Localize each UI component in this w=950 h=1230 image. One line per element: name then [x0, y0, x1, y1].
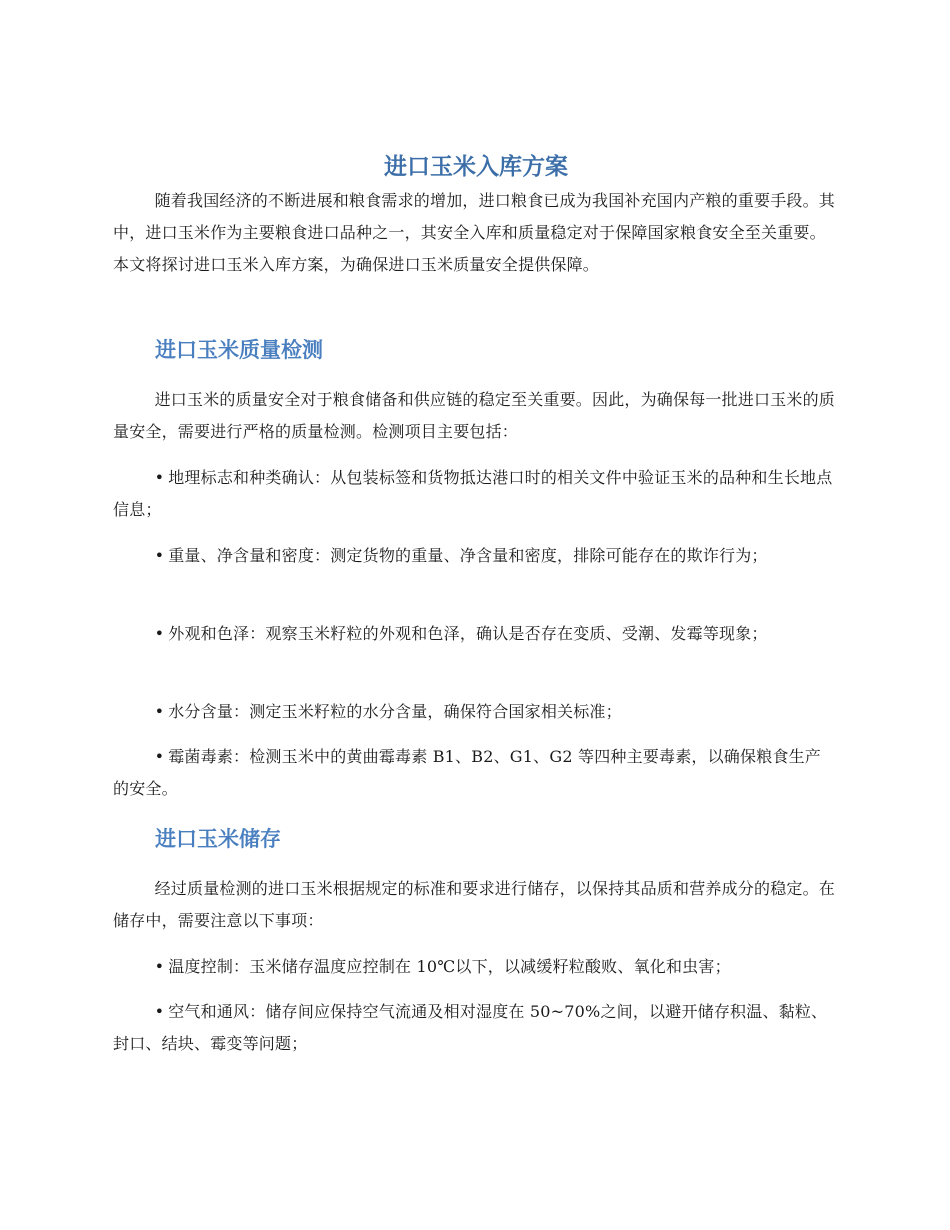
- list-item-text: 温度控制：玉米储存温度应控制在 10℃以下，以减缓籽粒酸败、氧化和虫害；: [168, 957, 731, 976]
- intro-paragraph: 随着我国经济的不断进展和粮食需求的增加，进口粮食已成为我国补充国内产粮的重要手段。其中，进口玉米作为主要粮食进口品种之一，其安全入库和质量稳定对于保障国家粮食安全至关重要。本文将探讨进口玉米入库方案，为确保进口玉米质量安全提供保障。: [113, 191, 835, 274]
- bullet-icon: •: [154, 702, 165, 721]
- section2-intro-paragraph: 经过质量检测的进口玉米根据规定的标准和要求进行储存，以保持其品质和营养成分的稳定。在储存中，需要注意以下事项：: [113, 879, 835, 930]
- bullet-icon: •: [154, 468, 165, 487]
- document-title: 进口玉米入库方案: [384, 154, 568, 180]
- list-item: [113, 462, 835, 526]
- list-item: [113, 540, 835, 572]
- list-item-text: 空气和通风：储存间应保持空气流通及相对湿度在 50~70%之间，以避开储存积温、黏粒、封口、结块、霉变等问题；: [113, 1002, 828, 1053]
- list-item-text: 霉菌毒素：检测玉米中的黄曲霉毒素 B1、B2、G1、G2 等四种主要毒素，以确保粮食生产的安全。: [113, 747, 822, 798]
- section-heading-quality-inspection: 进口玉米质量检测: [155, 338, 323, 362]
- section-heading-storage: 进口玉米储存: [155, 827, 281, 851]
- section1-intro-paragraph: 进口玉米的质量安全对于粮食储备和供应链的稳定至关重要。因此，为确保每一批进口玉米的质量安全，需要进行严格的质量检测。检测项目主要包括：: [113, 390, 835, 441]
- bullet-icon: •: [154, 624, 165, 643]
- bullet-icon: •: [154, 1002, 165, 1021]
- list-item: [113, 696, 835, 728]
- bullet-icon: •: [154, 546, 165, 565]
- bullet-icon: •: [154, 957, 165, 976]
- list-item-text: 重量、净含量和密度：测定货物的重量、净含量和密度，排除可能存在的欺诈行为；: [168, 546, 768, 565]
- list-item: [113, 951, 835, 983]
- list-item-text: 外观和色泽：观察玉米籽粒的外观和色泽，确认是否存在变质、受潮、发霉等现象；: [168, 624, 768, 643]
- list-item-text: 地理标志和种类确认：从包装标签和货物抵达港口时的相关文件中验证玉米的品种和生长地点信息；: [113, 468, 833, 519]
- list-item-text: 水分含量：测定玉米籽粒的水分含量，确保符合国家相关标准；: [168, 702, 622, 721]
- list-item: [113, 741, 835, 805]
- list-item: [113, 996, 835, 1060]
- bullet-icon: •: [154, 747, 165, 766]
- list-item: [113, 618, 835, 650]
